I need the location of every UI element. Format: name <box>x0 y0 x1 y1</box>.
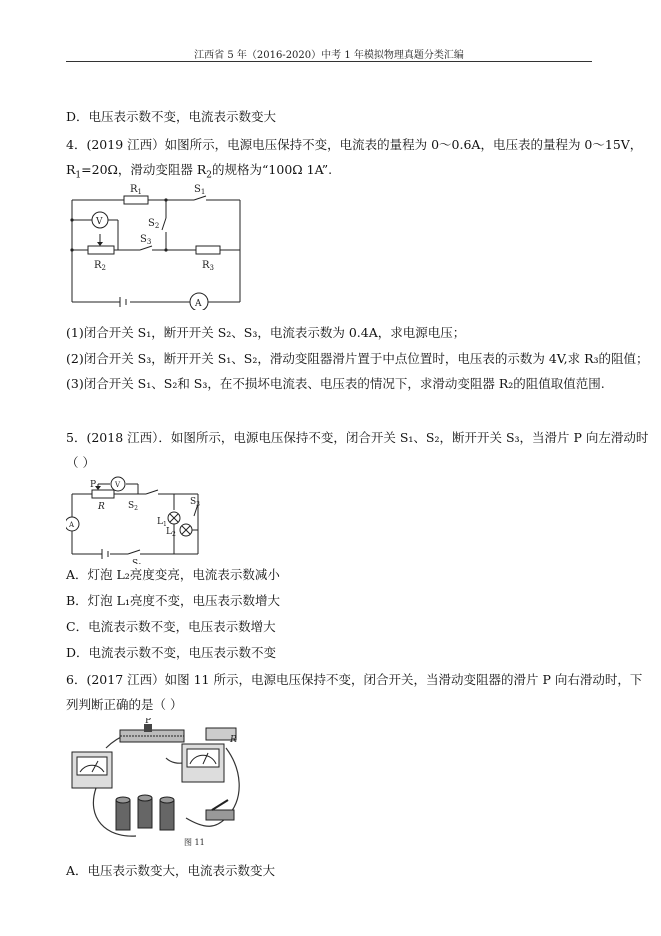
question-4-stem: 4．(2019 江西）如图所示，电源电压保持不变，电流表的量程为 0～0.6A，电压表的量程为 0～15V， <box>66 137 643 152</box>
svg-text:V: V <box>115 481 121 489</box>
question-6-option-a: A．电压表示数变大，电流表示数变大 <box>66 863 276 878</box>
question-4-stem-2: $R_1=20\Omega$，滑动变阻器 $R_2$的规格为“100Ω 1A”. <box>66 162 333 181</box>
svg-text:R1: $R_1$ <box>130 184 142 196</box>
question-5-circuit-figure <box>66 474 206 568</box>
question-5-option-b: B．灯泡 L₁亮度不变，电压表示数增大 <box>66 593 280 608</box>
meter-left-icon <box>72 752 112 788</box>
svg-text:R3: $R_3$ <box>202 260 214 272</box>
svg-text:P: P <box>90 480 97 490</box>
question-6-apparatus-figure <box>66 718 256 856</box>
svg-text:L1: $L_1$ <box>157 517 167 528</box>
svg-text:L2: $L_2$ <box>166 527 176 538</box>
svg-text:R: R <box>98 502 105 512</box>
svg-text:R2: $R_2$ <box>94 260 106 272</box>
rheostat-icon <box>120 724 184 742</box>
question-4-part-2: (2)闭合开关 S₃，断开开关 S₁、S₂，滑动变阻器滑片置于中点位置时，电压表的示数为 4V,求 R₃的阻值； <box>66 351 649 366</box>
svg-text:S3: $S_3$ <box>140 234 152 246</box>
question-5-option-a: A．灯泡 L₂亮度变亮，电流表示数减小 <box>66 567 280 582</box>
question-5-option-d: D．电流表示数不变，电压表示数不变 <box>66 645 277 660</box>
question-6-stem-2: 列判断正确的是（ ） <box>66 697 183 712</box>
svg-text:S1: $S_1$ <box>194 184 206 196</box>
svg-text:R: R <box>230 735 237 745</box>
svg-text:P: P <box>145 718 152 726</box>
meter-right-icon <box>182 744 224 782</box>
option-d-previous: D．电压表示数不变，电流表示数变大 <box>66 109 277 124</box>
svg-text:A: A <box>69 521 75 529</box>
question-5-option-c: C．电流表示数不变，电压表示数增大 <box>66 619 276 634</box>
svg-text:S2: $S_2$ <box>128 501 138 512</box>
page-header: 江西省 5 年（2016-2020）中考 1 年模拟物理真题分类汇编 <box>194 50 464 61</box>
header-rule <box>66 61 592 62</box>
question-4-part-3: (3)闭合开关 S₁、S₂和 S₃，在不损坏电流表、电压表的情况下，求滑动变阻器 R₂的阻值取值范围. <box>66 376 605 391</box>
svg-text:V: V <box>96 217 103 227</box>
switch-icon <box>206 800 234 820</box>
circuit-diagram-2 <box>66 474 206 564</box>
question-4-part-1: (1)闭合开关 S₁，断开开关 S₂、S₃，电流表示数为 0.4A，求电源电压； <box>66 325 466 340</box>
circuit-diagram-1 <box>66 182 246 310</box>
svg-text:S2: $S_2$ <box>148 218 160 230</box>
svg-text:A: A <box>195 299 202 309</box>
apparatus-drawing <box>66 718 256 852</box>
svg-text:图 11: 图 11 <box>184 838 205 847</box>
svg-text:S3: $S_3$ <box>190 497 200 508</box>
svg-text:S1: S <box>132 559 139 564</box>
question-5-stem: 5．(2018 江西）．如图所示，电源电压保持不变，闭合开关 S₁、S₂，断开开关 S₃，当滑片 P 向左滑动时 <box>66 430 649 445</box>
question-5-bracket: （ ） <box>66 455 95 470</box>
question-6-stem: 6．(2017 江西）如图 11 所示，电源电压保持不变，闭合开关，当滑动变阻器的滑片 P 向右滑动时，下 <box>66 672 643 687</box>
question-4-circuit-figure <box>66 182 246 314</box>
battery-icon <box>116 795 174 830</box>
